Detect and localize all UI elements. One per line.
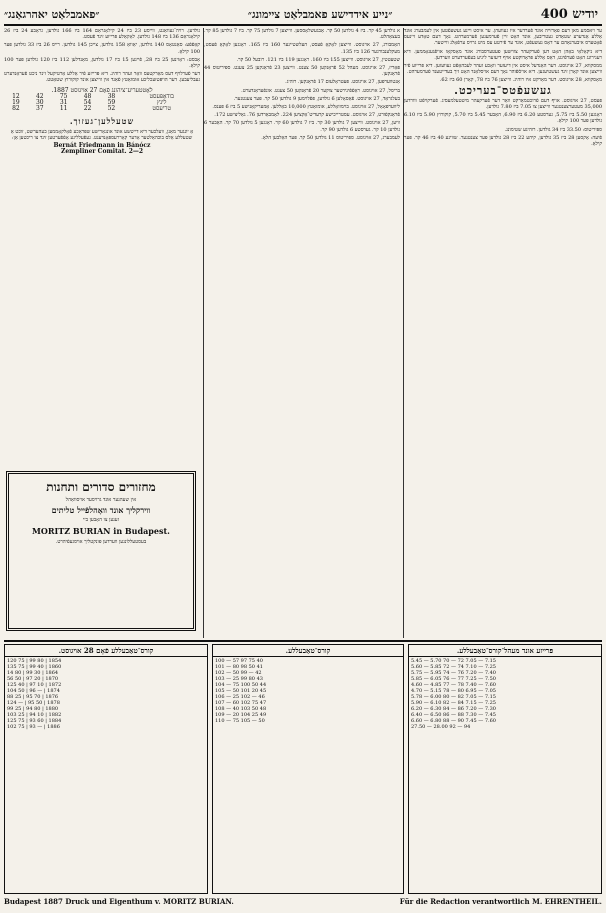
price-table [408,644,602,894]
paragraph: ליווערפּאָאָל, 27 אויגוסט. בוימוואָללע, אומזאַטץ 10,000 באַללען. אַמעריקאַנישע 5 ביז 6 פּענס. [212,104,400,111]
ad-product-line: ווירקליך אונד וואָהלפֿייל טליתים [51,505,151,515]
table-row [4,106,200,112]
paragraph: פֿראַנקפֿורט, 27 אויגוסט. עסטרייכישע קרעדיט־אַקציען 224. לאָמבאַרדען 76. גאַליצישע 172. [214,112,400,119]
table-body [5,657,207,731]
lottery-table [4,94,200,113]
upper-text-area [4,28,602,638]
paragraph: בעלגראַד, 27 אויגוסט. פֿאַסאָלען 6 גולדען, פּפֿלוימען 9 גולדען 50 קר. פּער צענטנער. [233,95,400,102]
paragraph: ראָגגען 5.50 ביז 5.75, גערסטע 6.20 ביז 6.90, האַבער 5.45 ביז 5.70, קוקורוץ 5.90 ביז 6.10 גולדען פּער 100 קילאָ. [404,112,602,125]
paragraph: אָבסט: ראָזינען 25 ביז 28, פֿייגען 15 ביז 17 גולדען, מאַנדלען 112 ביז 120 גולדען פּער 100 קילאָ. [4,56,201,70]
table-row: 5.90 — 6.10 82 — 84 7.15 — 7.25 [411,700,496,706]
middle-column [204,28,404,638]
table-row: 4.60 — 4.85 77 — 78 7.40 — 7.60 [411,682,496,688]
ad-closing: בעסטעללונגען ווערדען פּונקטליך אויסגעפֿיהרט. [55,539,147,545]
table-row: 104 50 | 96 — | 1874 [7,688,60,694]
lottery-number: 54 [83,99,92,107]
table-row: 101 — 80 98 50 41 [215,664,263,670]
table-row: 4.70 — 5.15 78 — 80 6.95 — 7.05 [411,688,496,694]
notice-address-place: Zempliner Comitat. 2—2 [60,148,144,156]
table-row: 5.60 — 5.85 72 — 74 7.10 — 7.25 [411,664,496,670]
paragraph: ספּיריטוס: 33.50 ביז 34 גולדען. רוהיגע שטימונג. [504,126,602,133]
page-number: 400 יודיש [540,7,598,22]
lottery-results [4,88,200,113]
table-row: 103 25 | 94 10 | 1882 [7,712,62,718]
table-row: 27.50 — 28.00 92 — 94 [411,724,471,730]
table-row: 107 — 60 102 75 47 [215,700,267,706]
securities-table [4,644,208,894]
table-row: 56 50 | 97 20 | 1870 [7,676,59,682]
paragraph: א גולדען 45 קר. ביז 4 גולדען 50 קר. אַבגעשלאָססען. ווייצען 7 גולדען 75 קר. ביז 7 גולדען 85 קר. בעצאַהלט. [204,28,400,41]
lottery-number: 11 [59,105,68,113]
lottery-number: 75 [59,92,68,100]
table-body [213,657,403,725]
table-row: 108 — 40 103 50 48 [215,706,267,712]
table-row: 135 75 | 99 40 | 1860 [7,664,62,670]
header-left-title: ״פאמבלאַט יאהרגאַנג״ [4,7,100,21]
table-row: 109 — 20 104 25 49 [215,712,267,718]
ad-merchant: MORITZ BURIAN in Budapest. [32,526,170,536]
table-row: 5.78 — 6.00 80 — 82 7.05 — 7.15 [411,694,496,700]
paragraph: מאָסקווא, 28 אויגוסט. דער מאַרקט איז רוהיג. ווייצען 76 ביז 78, קאָרן 60 ביז 62. [439,77,602,84]
paragraph: פֿיעה: אָקסען 28 ביז 35 גולדען, קיהע 22 ביז 28 גולדען פּער צענטנער. שווינע 40 ביז 46 קר. פּער קילאָ. [404,134,602,148]
table-row: 5.85 — 6.05 76 — 77 7.25 — 7.50 [411,676,496,682]
notice-heading: שטעללען־געזוך. [69,116,135,127]
paragraph: דער פֿערלויף דעס מאַרקטעס וואַר זעהר רוהיג. דיא פּרייזע פֿיר אַללע אַרטיקעל זינד ניכט פֿעראַנדערט געבליעבען. דער הויפּטזעכליכע אומזאַטץ פֿאַנד אין ווייצען אונד קוקורוץ שטאַטט. [4,71,200,84]
paragraph: גולדען. רויה־געוואַנט, ווייסע 23 ביז 24 קילאָגראַם 164 ביז 166 גולדען, גראָבע 24 ביז 26 קילאָגראַם 136 ביז 148 גולדען. לאָקאַלע פּרייזע זינד פֿעסט. [4,28,201,41]
table-row: 104 — 75 100 50 44 [215,682,267,688]
paragraph: בריסל, 27 אויגוסט. ראַפֿפֿינירטער צוקער 20 פֿראַנקען 50 צענט. אונפֿעראַנדערט. [241,87,400,94]
table-row: 6.60 — 6.80 88 — 90 7.45 — 7.60 [411,718,496,724]
job-notice [4,118,200,155]
page-header [4,4,602,26]
footer-editor: Für die Redaction verantwortlich M. EHRENTHEIL. [399,897,602,906]
page-footer [4,897,602,909]
ad-subline: אין שעהנער אונד גרויסער אויסוואַהל [65,497,137,503]
newspaper-page [4,4,602,909]
table-row: 110 — 75 105 — 50 [215,718,265,724]
lottery-number: 22 [83,105,92,113]
paragraph: וויען, 27 אויגוסט. ווייצען 7 גולדען 30 קר. ביז 7 גולדען 60 קר. ראָגגען 5 גולדען 70 קר. האַבער 6 גולדען 10 קר. גערסטע 6 גולדען 90 קר. [204,120,400,133]
exchange-table [212,644,404,894]
lottery-city: בודאַפּעסט [149,92,174,100]
table-row: 6.20 — 6.30 84 — 86 7.20 — 7.30 [411,706,496,712]
table-row: 6.40 — 6.50 86 — 88 7.30 — 7.45 [411,712,496,718]
lottery-number: 30 [35,99,44,107]
table-title: קורס־טאַבעללע פֿאָם 28 אויגוסט. [5,645,207,657]
ad-availability: זענען צו האָבען ביי [82,517,120,523]
paragraph: אַנטווערפּען, 27 אויגוסט. פּעטראָלעום 17 פֿראַנקען. רוהיג. [285,79,400,86]
paragraph: ממסקווא, 27 אויגוסט. דער האַנדעל איסט אין דיעזער וואָכע זעהר לעבהאַפֿט געוועזען. דיא פּרייזע פֿיר ווייצען אונד קאָרן זינד געשטיעגען. דיא אויסֿפֿוהר נאַך דעם אויסלאַנד האָט זיך בעדייטענד פֿערמערהט. [404,63,602,76]
ad-headline: מחזורים סדורים ותחנות [46,480,156,494]
lottery-city: לינץ [156,99,167,107]
table-title: קורס־טאַבעללע. [213,645,403,657]
table-row: 88 25 | 95 70 | 1876 [7,694,59,700]
paragraph: פּאַריז, 27 אויגוסט. מעהל 52 פֿראַנקען 50 צענט. ווייצען 23 פֿראַנקען 25 צענט. ספּיריטוס 44 פֿראַנקען. [204,65,400,78]
table-row: 124 — | 95 50 | 1878 [7,700,60,706]
market-tables [4,644,602,894]
header-center-title: ״נייע אידדישע פאמבלאַט ציימונג״ [247,7,393,21]
footer-imprint: Budapest 1887 Druck und Eigenthum v. MORITZ BURIAN. [4,897,234,906]
table-row: 99 25 | 94 80 | 1880 [7,706,59,712]
table-row: 100 — 57 97 75 40 [215,658,263,664]
table-row: 5.45 — 5.70 70 — 72 7.05 — 7.15 [411,658,496,664]
table-row: 125 40 | 97 10 | 1872 [7,682,62,688]
table-row: 5.75 — 5.95 74 — 76 7.20 — 7.40 [411,670,496,676]
paragraph: האַמבורג, 27 אויגוסט. ווייצען לאָקאָ פֿעסט, העלשטיינער 160 ביז 165. ראָגגען לאָקאָ פֿעסט, מעקלענבורגער 126 ביז 135. [204,42,400,55]
paragraph: קאַפֿפֿע: סאַנטאָס 140 גולדען, יאַוואַ 158 גולדען, צייכן 145 גולדען. רייס 26 ביז 33 גולדען פּער 100 קילאָ. [4,42,200,55]
lottery-number: 19 [12,99,20,107]
notice-address-name: Bernát Friedmann in Bánócz [53,142,151,150]
lottery-number: 42 [35,92,44,100]
table-row: 14 80 | 99 30 | 1864 [7,670,59,676]
advertisement-box [6,471,196,631]
table-row: 120 75 | 99 80 | 1854 [7,658,62,664]
lottery-number: 38 [107,92,116,100]
notice-text: אַ יונגער מאַנן, וועלכער דיא דייטשע אונד אונגאַרישע שפּראַכע פֿאָלקאָממען בעהערשט, זוכט אַ שטעללע אַלס בוכהאַלטער אָדער קאָררעספּאָנדענט. געפֿעלליגע אָפֿפֿערטען זינד צו ריכטען אַן: [10,128,194,141]
lottery-number: 12 [12,92,20,100]
lottery-number: 82 [12,105,20,113]
lottery-number: 31 [59,99,68,107]
lottery-city: טריעסט [152,105,171,113]
table-row: 103 — 25 99 80 43 [215,676,263,682]
table-row: 102 75 | 93 — | 1886 [7,724,60,730]
table-row: 105 — 50 101 20 45 [215,688,267,694]
section-divider [4,640,602,642]
lottery-title: לאָטטעריע־ציהונג פֿאָם 27 אויגוסט 1887. [51,86,153,94]
paragraph: דיא ניקאָלאַי באַהן האָט דען פֿערקעהר צווישען פעטערסבורג אונד מאָסקאַו אויפֿגענאָממען. דיא רעגירונג האָט פֿערפֿיגט, דאַס אַללע פּראָדוקטע אויף דיעזער ליניע בעפֿערדערט ווערדען. [404,48,602,61]
table-row: 125 75 | 93 60 | 1884 [7,718,62,724]
paragraph: ער ויאסמע מאן דעם פאַרזײה אונד פֿערדער איז געוועהן. ער איסט ויינע געשעפֿטען אין לעמבערג אונד אַללע אַנדערע שטאַדט געטריבען, אונד האָט זיין פֿערמעגען פֿערמערהט. נאָך דעם טאָדע זיינעס פֿאָטערס איבערנאַהם ער דאָס געשעפֿט, אונד ער פֿירטע עס מיט גרויס ערפֿאָלג ווייטער. [404,28,602,47]
table-title: פּרייזע אונד מעהל־קורס־טאַבעללע. [409,645,601,657]
table-row: 106 — 25 102 — 46 [215,694,265,700]
table-body [409,657,601,731]
paragraph: שטעטטין, 27 אויגוסט. ווייצען 155 ביז 160. ראָגגען 119 ביז 121. רובעל 50 קר. [236,56,400,63]
right-column [404,28,602,638]
table-row: 102 — 50 99 — 42 [215,670,262,676]
lottery-number: 52 [107,105,116,113]
lottery-number: 48 [83,92,92,100]
paragraph: פּעסט, 27 אויגוסט. אויף דעם פֿרוכטמאַרקט וואַר דער פֿערקעהר מיטטעלמעסיג. פֿערקויפֿט ווורדען 35,000 מעטערצענטנער ווייצען צו 7.05 ביז 7.80 גולדען. [404,97,602,111]
lottery-number: 37 [35,105,44,113]
paragraph: לעמבערג, 27 אויגוסט. ספּיריטוס 11 גולדען 50 קר. פּער האַלבען הלאָ. [261,134,400,141]
lottery-number: 59 [107,99,116,107]
section-heading: געשעפֿטס־בעריכט. [454,83,552,97]
